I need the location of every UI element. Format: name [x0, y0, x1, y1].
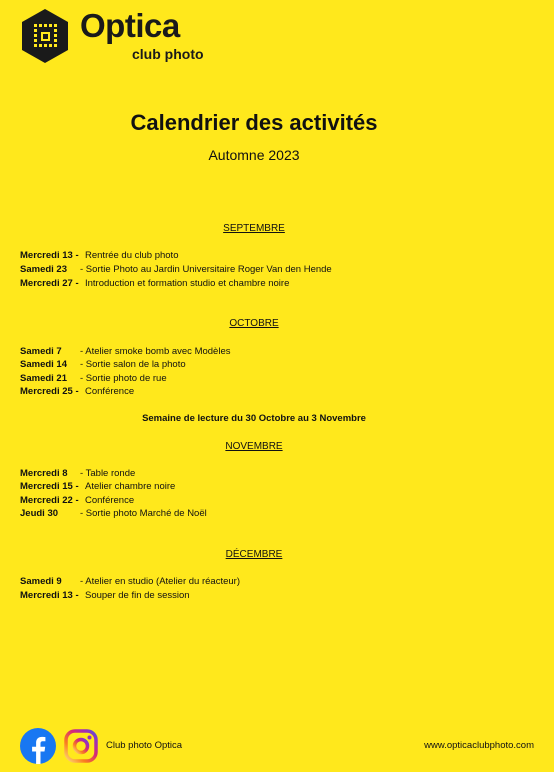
- facebook-icon[interactable]: [20, 728, 56, 764]
- footer-website-link[interactable]: www.opticaclubphoto.com: [424, 740, 534, 751]
- logo-subtitle: club photo: [132, 46, 204, 62]
- page-title: Calendrier des activités: [130, 110, 378, 135]
- footer-club-name: Club photo Optica: [106, 740, 183, 751]
- instagram-icon[interactable]: [63, 728, 99, 764]
- list-item: Mercredi 25 - Conférence: [20, 386, 135, 397]
- optica-logo: [20, 8, 220, 68]
- list-item: Samedi 14 - Sortie salon de la photo: [20, 359, 186, 370]
- section-heading-septembre: SEPTEMBRE: [223, 223, 285, 234]
- list-item: Jeudi 30 - Sortie photo Marché de Noël: [20, 508, 207, 519]
- reading-week-note: Semaine de lecture du 30 Octobre au 3 Novembre: [142, 413, 366, 424]
- optica-logo-icon: [20, 8, 70, 64]
- page-subtitle: Automne 2023: [208, 147, 300, 163]
- list-item: Mercredi 27 - Introduction et formation studio et chambre noire: [20, 278, 290, 289]
- logo-name: Optica: [80, 7, 180, 44]
- list-item: Mercredi 15 - Atelier chambre noire: [20, 481, 176, 492]
- list-item: Mercredi 22 - Conférence: [20, 495, 135, 506]
- list-item: Mercredi 13 - Souper de fin de session: [20, 590, 190, 601]
- list-item: Samedi 21 - Sortie photo de rue: [20, 373, 167, 384]
- section-heading-decembre: DÉCEMBRE: [225, 549, 283, 560]
- section-heading-novembre: NOVEMBRE: [225, 441, 283, 452]
- section-heading-octobre: OCTOBRE: [229, 318, 279, 329]
- list-item: Samedi 7 - Atelier smoke bomb avec Modèles: [20, 346, 231, 357]
- list-item: Samedi 23 - Sortie Photo au Jardin Universitaire Roger Van den Hende: [20, 264, 332, 275]
- list-item: Mercredi 8 - Table ronde: [20, 468, 136, 479]
- list-item: Samedi 9 - Atelier en studio (Atelier du réacteur): [20, 576, 240, 587]
- list-item: Mercredi 13 - Rentrée du club photo: [20, 250, 179, 261]
